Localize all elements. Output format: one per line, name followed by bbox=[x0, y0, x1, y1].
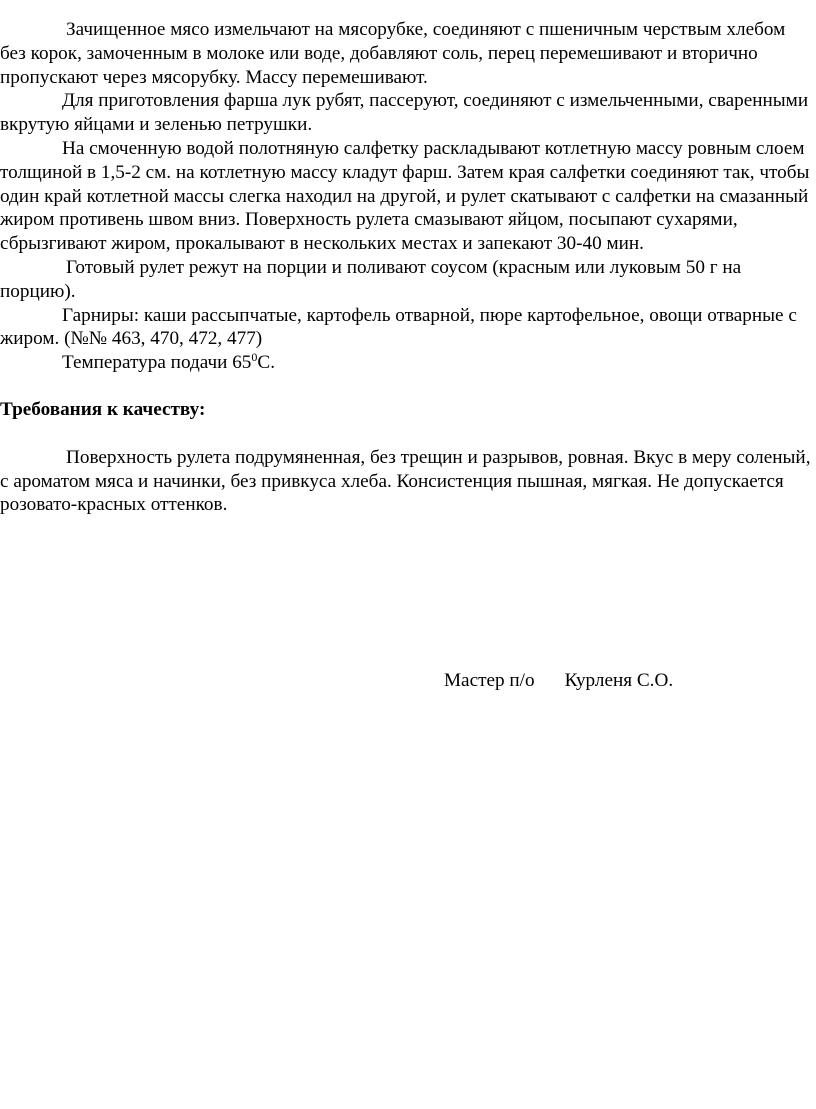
paragraph-temperature bbox=[0, 351, 812, 375]
paragraph-serving: Готовый рулет режут на порции и поливают соусом (красным или луковым 50 г на порцию). bbox=[0, 256, 742, 302]
signature-name: Курленя С.О. bbox=[564, 670, 674, 691]
temperature-unit: С. bbox=[257, 352, 276, 374]
paragraph-meat-preparation: Зачищенное мясо измельчают на мясорубке, соединяют с пшеничным черствым хлебом без корок, замоченным в молоке или воде, добавляют соль, перец перемешивают и вторично пропускают через мясорубку. Массу перемешивают. bbox=[0, 19, 786, 88]
paragraph-filling-preparation: Для приготовления фарша лук рубят, пассеруют, соединяют с измельченными, сваренными вкрутую яйцами и зеленью петрушки. bbox=[0, 90, 809, 136]
quality-heading: Требования к качеству: bbox=[0, 398, 206, 420]
paragraph-roll-assembly: На смоченную водой полотняную салфетку раскладывают котлетную массу ровным слоем толщиной в 1,5-2 см. на котлетную массу кладут фарш. Затем края салфетки соединяют так, чтобы один край котлетной массы слегка находил на другой, и рулет скатывают с салфетки на смазанный жиром противень швом вниз. Поверхность рулета смазывают яйцом, посыпают сухарями, сбрызгивают жиром, прокалывают в нескольких местах и запекают 30-40 мин. bbox=[0, 137, 810, 255]
paragraph-garnish: Гарниры: каши рассыпчатые, картофель отварной, пюре картофельное, овощи отварные с жиром. (№№ 463, 470, 472, 477) bbox=[0, 304, 797, 350]
quality-text: Поверхность рулета подрумяненная, без трещин и разрывов, ровная. Вкус в меру соленый, с ароматом мяса и начинки, без привкуса хлеба. Консистенция пышная, мягкая. Не допускается розовато-красных оттенков. bbox=[0, 446, 811, 516]
document-page bbox=[0, 18, 812, 691]
signature-title: Мастер п/о bbox=[444, 670, 535, 691]
temperature-label: Температура подачи 65 bbox=[62, 352, 252, 374]
temperature-degree: 0 bbox=[251, 350, 258, 365]
signature-block bbox=[444, 669, 673, 693]
